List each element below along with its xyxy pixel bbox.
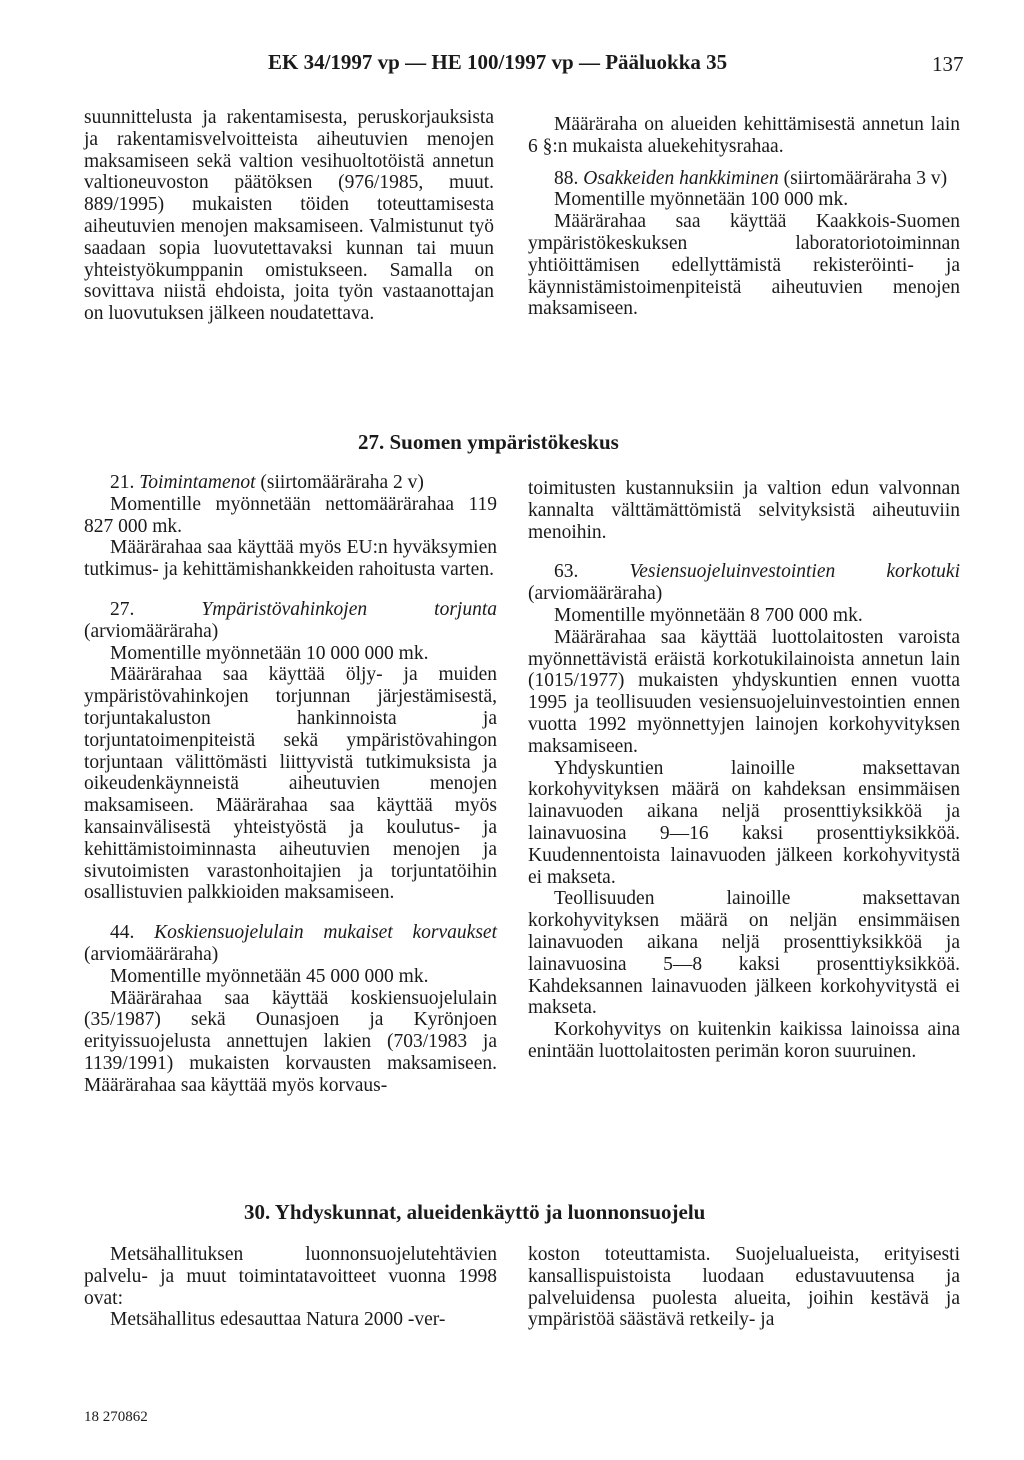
item-title: Vesiensuojeluinvestointien korkotuki [629,561,960,583]
page-number: 137 [932,52,964,76]
item-description: Määrärahaa saa käyttää luottolaitosten varoista myönnettävistä eräistä korkotukilainoista annetun lain (1015/1977) mukaisten yhdyskuntien ennen vuotta 1995 ja teollisuuden vesiensuojeluinvestointien ennen vuotta 1992 myönnettyjen lainojen korkohyvityksen maksamiseen. [528,626,960,757]
item-description: Korkohyvitys on kuitenkin kaikissa lainoissa aina enintään luottolaitosten perimän koron suuruinen. [528,1019,960,1062]
item-description: Yhdyskuntien lainoille maksettavan korkohyvityksen määrä on kahdeksan ensimmäisen lainavuoden aikana neljä prosenttiyksikköä ja lainavuosina 9—16 kaksi prosenttiyksikköä. Kuudennentoista lainavuoden jälkeen korkohyvitystä ei makseta. [528,757,960,888]
running-header: EK 34/1997 vp — HE 100/1997 vp — Pääluokka 35 [268,50,728,74]
item-grant: Momentille myönnetään 100 000 mk. [554,189,849,211]
section-30-right-column [528,1244,960,1331]
item-type: (arviomääräraha) [528,583,663,605]
paragraph: Määräraha on alueiden kehittämisestä annetun lain 6 §:n mukaista aluekehitysrahaa. [528,114,960,157]
paragraph: Metsähallituksen luonnonsuojelutehtävien palvelu- ja muut toimintatavoitteet vuonna 1998 ovat: [84,1244,497,1309]
item-title: Koskiensuojelulain mukaiset korvaukset [154,922,497,944]
top-right-column [528,114,960,320]
section-30-left-column [84,1244,497,1331]
section-27-right-column [528,478,960,1063]
item-description: Teollisuuden lainoille maksettavan korkohyvityksen määrä on neljän ensimmäisen lainavuoden aikana neljä prosenttiyksikköä ja lainavuosina 5—8 kaksi prosenttiyksikköä. Kahdeksannen lainavuoden jälkeen korkohyvitystä ei makseta. [528,888,960,1019]
item-number: 21. [110,472,135,493]
item-27-heading [84,599,497,643]
item-description: Määrärahaa saa käyttää Kaakkois-Suomen ympäristökeskuksen laboratoriotoiminnan yhtiöittämisen edellyttämistä rekisteröinti- ja käynnistämistoimenpiteistä aiheutuvien menojen maksamiseen. [528,211,960,320]
item-number: 27. [110,598,135,620]
item-type: (arviomääräraha) [84,620,219,642]
section-27-left-column [84,472,497,1097]
item-number: 88. [554,167,579,189]
item-description: Määrärahaa saa käyttää koskiensuojelulain (35/1987) sekä Ounasjoen ja Kyrönjoen erityissuojelusta annettujen lakien (703/1983 ja 1139/1991) mukaisten korvausten maksamiseen. Määrärahaa saa käyttää myös korvaus- [84,987,497,1096]
item-title: Osakkeiden hankkiminen [583,167,779,189]
item-number: 63. [554,561,579,583]
item-21-heading [84,472,497,494]
item-44-heading [84,922,497,966]
item-title: Toimintamenot [139,472,256,493]
top-left-column [84,107,494,325]
item-grant: Momentille myönnetään 8 700 000 mk. [554,604,863,626]
item-type: (arviomääräraha) [84,943,219,965]
item-88-heading [528,168,960,190]
paragraph: Metsähallitus edesauttaa Natura 2000 -ver- [110,1309,446,1331]
item-number: 44. [110,922,135,944]
item-grant: Momentille myönnetään nettomäärärahaa 119 827 000 mk. [84,493,497,537]
continuation-paragraph: toimitusten kustannuksiin ja valtion edun valvonnan kannalta välttämättömistä selvityksistä aiheutuviin menoihin. [528,478,960,543]
footer-code: 18 270862 [84,1409,148,1425]
item-grant: Momentille myönnetään 10 000 000 mk. [110,642,429,664]
item-grant: Momentille myönnetään 45 000 000 mk. [110,965,429,987]
item-description: Määrärahaa saa käyttää öljy- ja muiden ympäristövahinkojen torjunnan järjestämisestä, torjuntakaluston hankinnoista ja torjuntatoimenpiteistä sekä ympäristövahingon torjuntaan välittömästi liittyvistä tutkimuksista ja oikeudenkäynneistä aiheutuvien menojen maksamiseen. Määrärahaa saa käyttää myös kansainvälisestä yhteistyöstä ja koulutus- ja kehittämistoiminnasta aiheutuvien menojen ja sivutoimisten varastonhoitajien ja torjuntatöihin osallistuvien palkkioiden maksamiseen. [84,664,497,904]
section-heading: 30. Yhdyskunnat, alueidenkäyttö ja luonnonsuojelu [244,1200,706,1224]
page-header [0,50,1024,80]
item-type: (siirtomääräraha 3 v) [783,167,948,189]
item-title: Ympäristövahinkojen torjunta [201,598,497,620]
section-heading: 27. Suomen ympäristökeskus [358,430,619,454]
item-description: Määrärahaa saa käyttää myös EU:n hyväksymien tutkimus- ja kehittämishankkeiden rahoitusta varten. [84,537,497,581]
item-type: (siirtomääräraha 2 v) [260,472,424,493]
item-63-heading [528,561,960,605]
continuation-paragraph: koston toteuttamista. Suojelualueista, erityisesti kansallispuistoista luodaan edustavuutensa ja palveluidensa puolesta alueita, joihin kestävä ja ympäristöä säästävä retkeily- ja [528,1244,960,1331]
continuation-paragraph: suunnittelusta ja rakentamisesta, peruskorjauksista ja rakentamisvelvoitteista aiheutuvien menojen maksamiseen sekä valtion vesihuoltotöistä annetun valtioneuvoston päätöksen (976/1985, muut. 889/1995) mukaisten töiden toteuttamisesta aiheutuvien menojen maksamiseen. Valmistunut työ saadaan sopia luovutettavaksi kunnan tai muun yhteistyökumppanin omistukseen. Samalla on sovittava niistä ehdoista, joita työn vastaanottajan on luovutuksen jälkeen noudatettava. [84,107,494,325]
